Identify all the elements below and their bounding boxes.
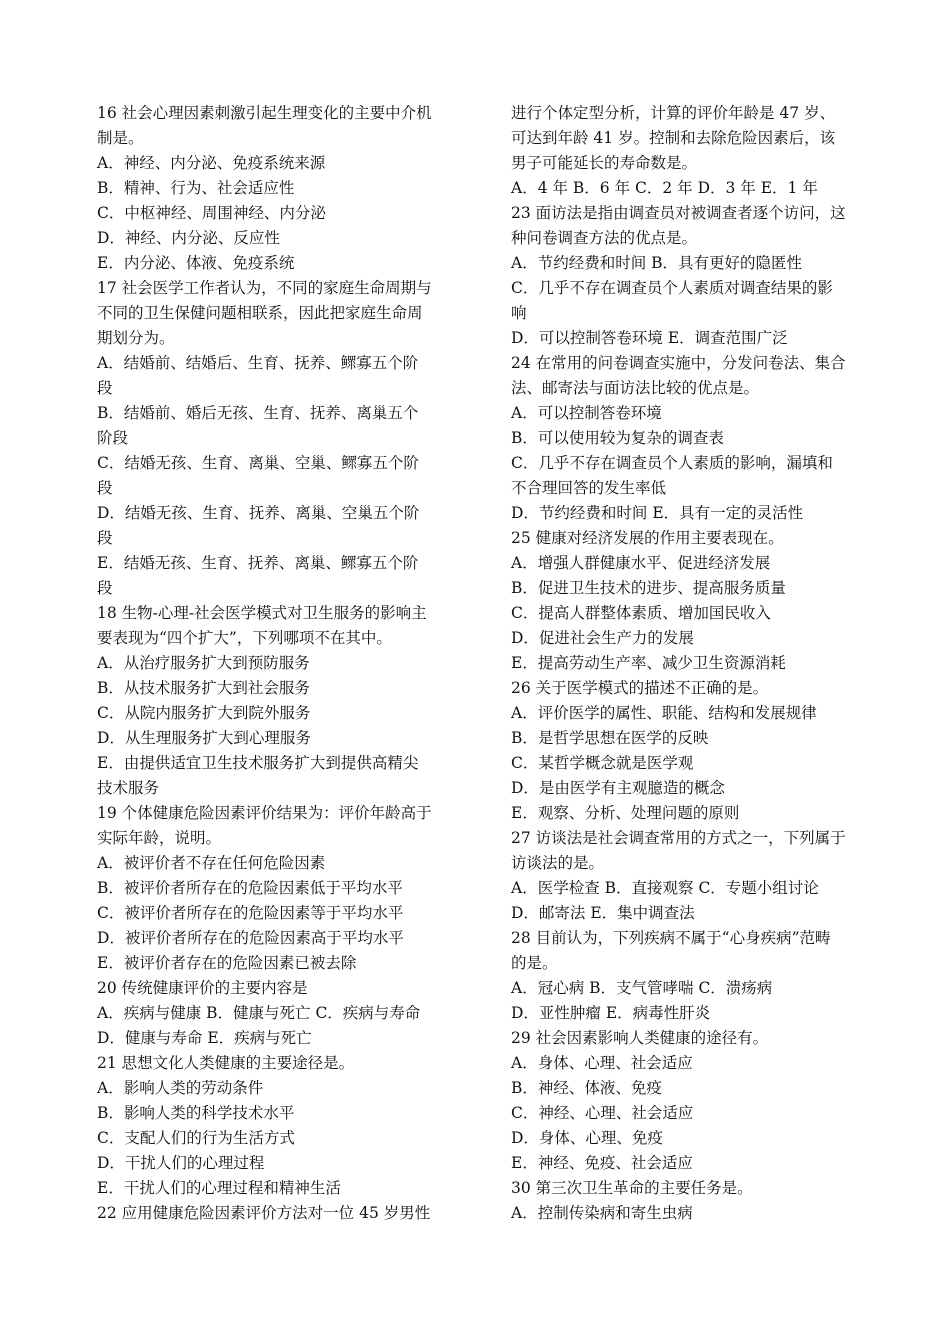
text-line: 30 第三次卫生革命的主要任务是。 — [511, 1179, 753, 1197]
text-line: A．从治疗服务扩大到预防服务 — [97, 654, 310, 672]
text-line: E．干扰人们的心理过程和精神生活 — [97, 1179, 341, 1197]
text-line: 17 社会医学工作者认为，不同的家庭生命周期与 — [97, 279, 432, 297]
text-line: E．由提供适宜卫生技术服务扩大到提供高精尖 — [97, 754, 419, 772]
text-line: A．可以控制答卷环境 — [511, 404, 662, 422]
text-line: 25 健康对经济发展的作用主要表现在。 — [511, 529, 784, 547]
text-line: 法、邮寄法与面访法比较的优点是。 — [511, 379, 760, 397]
text-line: A．4 年 B．6 年 C．2 年 D．3 年 E．1 年 — [511, 179, 818, 197]
text-line: A．评价医学的属性、职能、结构和发展规律 — [511, 704, 817, 722]
text-line: D．节约经费和时间 E．具有一定的灵活性 — [511, 504, 804, 522]
text-line: A．身体、心理、社会适应 — [511, 1054, 693, 1072]
text-line: 阶段 — [97, 429, 129, 447]
text-line: A．控制传染病和寄生虫病 — [511, 1204, 693, 1222]
text-line: 29 社会因素影响人类健康的途径有。 — [511, 1029, 769, 1047]
text-line: A．冠心病 B．支气管哮喘 C．溃疡病 — [511, 979, 773, 997]
text-line: D．结婚无孩、生育、抚养、离巢、空巢五个阶 — [97, 504, 420, 522]
text-line: D．身体、心理、免疫 — [511, 1129, 663, 1147]
text-line: 19 个体健康危险因素评价结果为：评价年龄高于 — [97, 804, 432, 822]
text-line: D．促进社会生产力的发展 — [511, 629, 694, 647]
text-line: 22 应用健康危险因素评价方法对一位 45 岁男性 — [97, 1204, 431, 1222]
text-line: 种问卷调查方法的优点是。 — [511, 229, 698, 247]
text-line: D．神经、内分泌、反应性 — [97, 229, 280, 247]
text-line: 21 思想文化人类健康的主要途径是。 — [97, 1054, 355, 1072]
text-line: 18 生物-心理-社会医学模式对卫生服务的影响主 — [97, 604, 427, 622]
text-line: 16 社会心理因素刺激引起生理变化的主要中介机 — [97, 104, 432, 122]
text-line: B．被评价者所存在的危险因素低于平均水平 — [97, 879, 403, 897]
text-line: B．是哲学思想在医学的反映 — [511, 729, 709, 747]
text-line: 段 — [97, 379, 113, 397]
text-line: A．医学检查 B．直接观察 C．专题小组讨论 — [511, 879, 819, 897]
text-line: B．精神、行为、社会适应性 — [97, 179, 295, 197]
text-line: C．被评价者所存在的危险因素等于平均水平 — [97, 904, 404, 922]
left-text-column — [97, 101, 459, 1226]
text-line: 技术服务 — [97, 779, 160, 797]
text-line: A．节约经费和时间 B．具有更好的隐匿性 — [511, 254, 803, 272]
text-line: 制是。 — [97, 129, 144, 147]
text-line: C．神经、心理、社会适应 — [511, 1104, 694, 1122]
text-line: D．是由医学有主观臆造的概念 — [511, 779, 725, 797]
text-line: 28 目前认为，下列疾病不属于“心身疾病”范畴 — [511, 929, 831, 947]
text-line: C．某哲学概念就是医学观 — [511, 754, 694, 772]
text-line: E．结婚无孩、生育、抚养、离巢、鳏寡五个阶 — [97, 554, 419, 572]
text-line: E．内分泌、体液、免疫系统 — [97, 254, 295, 272]
text-line: 段 — [97, 579, 113, 597]
text-line: 20 传统健康评价的主要内容是 — [97, 979, 308, 997]
text-line: 进行个体定型分析，计算的评价年龄是 47 岁、 — [511, 104, 836, 122]
text-line: B．结婚前、婚后无孩、生育、抚养、离巢五个 — [97, 404, 419, 422]
text-line: 段 — [97, 529, 113, 547]
text-line: A．神经、内分泌、免疫系统来源 — [97, 154, 326, 172]
text-line: D．被评价者所存在的危险因素高于平均水平 — [97, 929, 404, 947]
text-line: 访谈法的是。 — [511, 854, 605, 872]
text-line: E．神经、免疫、社会适应 — [511, 1154, 693, 1172]
text-line: D．可以控制答卷环境 E．调查范围广泛 — [511, 329, 788, 347]
text-line: B．影响人类的科学技术水平 — [97, 1104, 295, 1122]
text-line: 段 — [97, 479, 113, 497]
text-line: A．结婚前、结婚后、生育、抚养、鳏寡五个阶 — [97, 354, 419, 372]
text-line: 不同的卫生保健问题相联系，因此把家庭生命周 — [97, 304, 423, 322]
text-line: C．提高人群整体素质、增加国民收入 — [511, 604, 771, 622]
text-line: C．几乎不存在调查员个人素质的影响，漏填和 — [511, 454, 833, 472]
text-line: D．亚性肿瘤 E．病毒性肝炎 — [511, 1004, 711, 1022]
text-line: B．促进卫生技术的进步、提高服务质量 — [511, 579, 786, 597]
text-line: E．观察、分析、处理问题的原则 — [511, 804, 740, 822]
text-line: A．被评价者不存在任何危险因素 — [97, 854, 326, 872]
text-line: 不合理回答的发生率低 — [511, 479, 667, 497]
text-line: A．增强人群健康水平、促进经济发展 — [511, 554, 771, 572]
text-line: C．从院内服务扩大到院外服务 — [97, 704, 311, 722]
text-line: C．支配人们的行为生活方式 — [97, 1129, 295, 1147]
text-line: 的是。 — [511, 954, 558, 972]
text-line: C．结婚无孩、生育、离巢、空巢、鳏寡五个阶 — [97, 454, 419, 472]
text-line: 26 关于医学模式的描述不正确的是。 — [511, 679, 769, 697]
text-line: 响 — [511, 304, 527, 322]
text-line: C．几乎不存在调查员个人素质对调查结果的影 — [511, 279, 833, 297]
text-line: 实际年龄，说明。 — [97, 829, 222, 847]
text-line: 期划分为。 — [97, 329, 175, 347]
text-line: D．邮寄法 E．集中调查法 — [511, 904, 695, 922]
text-line: B．从技术服务扩大到社会服务 — [97, 679, 310, 697]
text-line: C．中枢神经、周围神经、内分泌 — [97, 204, 326, 222]
text-line: 23 面访法是指由调查员对被调查者逐个访问，这 — [511, 204, 846, 222]
text-line: 24 在常用的问卷调查实施中，分发问卷法、集合 — [511, 354, 846, 372]
text-line: 27 访谈法是社会调查常用的方式之一，下列属于 — [511, 829, 846, 847]
right-text-column — [511, 101, 873, 1226]
text-line: D．从生理服务扩大到心理服务 — [97, 729, 311, 747]
text-line: D．健康与寿命 E．疾病与死亡 — [97, 1029, 312, 1047]
text-line: 可达到年龄 41 岁。控制和去除危险因素后，该 — [511, 129, 836, 147]
text-line: A．疾病与健康 B．健康与死亡 C．疾病与寿命 — [97, 1004, 421, 1022]
text-line: 要表现为“四个扩大”，下列哪项不在其中。 — [97, 629, 392, 647]
text-line: E．提高劳动生产率、减少卫生资源消耗 — [511, 654, 786, 672]
text-line: B．可以使用较为复杂的调查表 — [511, 429, 724, 447]
text-line: A．影响人类的劳动条件 — [97, 1079, 264, 1097]
text-line: B．神经、体液、免疫 — [511, 1079, 662, 1097]
text-line: E．被评价者存在的危险因素已被去除 — [97, 954, 357, 972]
text-line: 男子可能延长的寿命数是。 — [511, 154, 698, 172]
text-line: D．干扰人们的心理过程 — [97, 1154, 265, 1172]
